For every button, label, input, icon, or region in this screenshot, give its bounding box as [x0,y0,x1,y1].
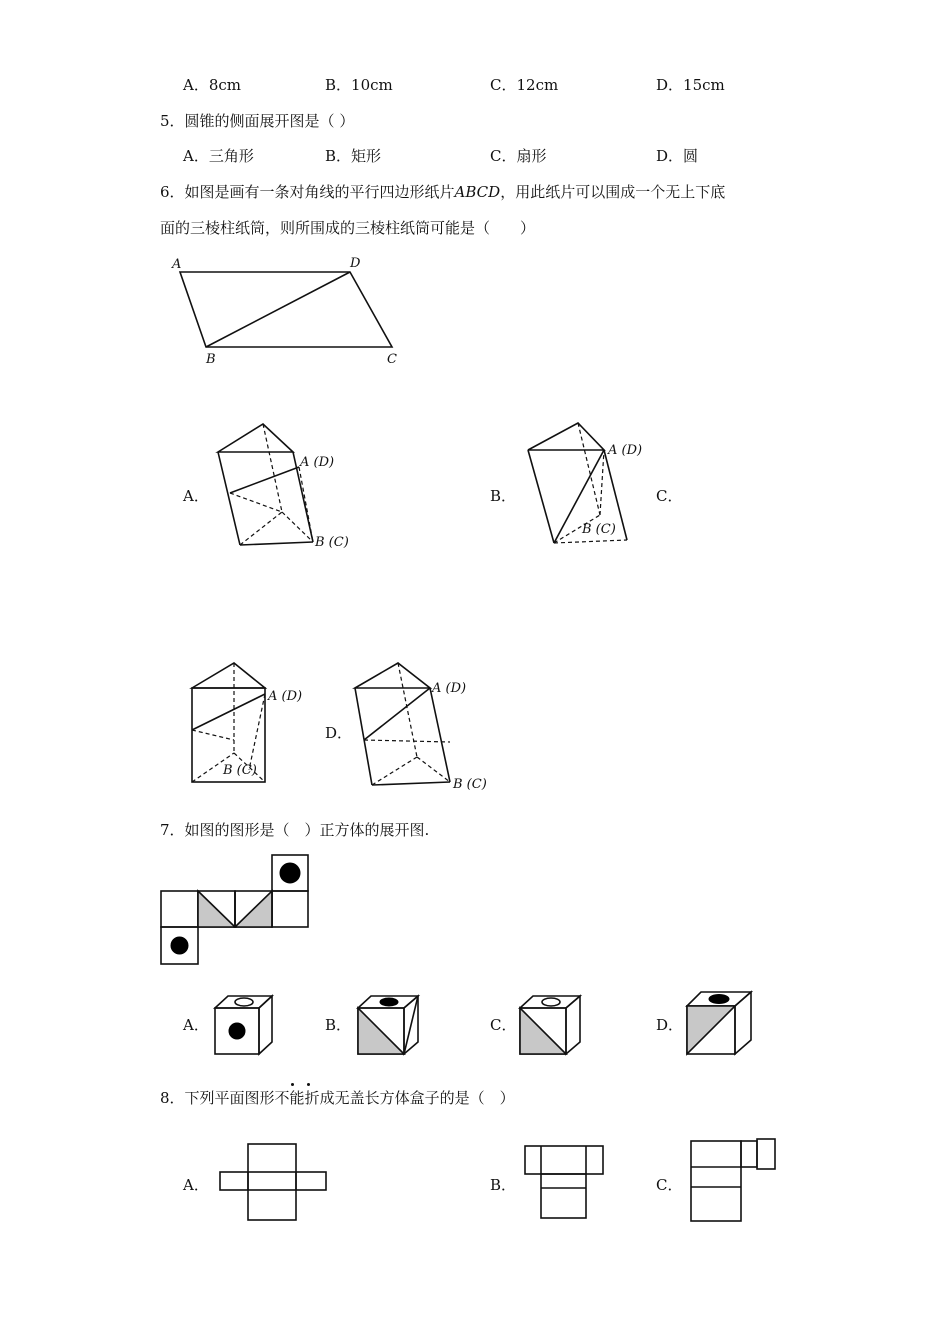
q4-option-d[interactable]: D．15cm [656,76,725,94]
q6-option-c-prism [185,660,315,790]
prism-diagonal [230,467,299,493]
q8-option-b-net [522,1142,606,1222]
prism-hidden-diagonal [192,730,234,740]
q6-option-d-label[interactable]: D． [325,724,353,742]
q5-option-c[interactable]: C．扇形 [490,147,547,165]
net-black-dot [280,863,300,883]
q8-option-a-label[interactable]: A． [183,1176,209,1194]
prism-edge [218,452,240,545]
q6-option-b-prism [520,420,670,560]
q7-option-b-cube [356,994,422,1058]
parallelogram-abcd [180,272,392,347]
net-hollow-circle [171,937,189,955]
prism-label-bc: B (C) [223,763,257,778]
prism-hidden-edge [240,512,282,545]
prism-label-ad: A (D) [432,681,467,696]
prism-hidden-diagonal [230,493,282,512]
prism-edge [240,542,313,545]
prism-edge [554,540,627,543]
q6-option-d-prism [350,660,500,800]
emphasis-dot [291,1083,294,1086]
net-shaded-triangle [198,891,235,927]
cube-black-dot [229,1023,245,1039]
net-square [272,891,308,927]
q7-option-c-cube [518,994,584,1058]
vertex-label-b: B [206,352,216,367]
q6-parallelogram-figure [170,252,410,370]
prism-top-face [218,424,293,452]
q8-option-b-label[interactable]: B． [490,1176,517,1194]
q8-option-c-label[interactable]: C． [656,1176,683,1194]
prism-hidden-edge [578,423,600,515]
cube-shaded-triangle [358,1008,404,1054]
cube-side [259,996,272,1054]
net-main-rect [691,1141,741,1221]
q8-option-a-net [218,1142,330,1224]
net-flap [757,1139,775,1169]
diagonal-bd [206,272,350,347]
q5-option-a[interactable]: A．三角形 [183,147,254,165]
vertex-label-c: C [387,352,397,367]
q8-option-c-net [689,1137,779,1223]
vertex-label-a: A [172,257,182,272]
cube-shaded-triangle [687,1006,735,1054]
prism-diagonal [192,694,265,730]
prism-hidden-diagonal [364,740,450,742]
q7-option-a-label[interactable]: A． [183,1016,209,1034]
cube-black-dot [380,998,398,1006]
prism-label-bc: B (C) [582,522,616,537]
emphasis-dot [307,1083,310,1086]
q6-option-c-label[interactable]: C． [656,487,683,505]
q6-option-a-label[interactable]: A． [183,487,209,505]
cube-side-diagonal [404,996,418,1054]
prism-edge [372,782,450,785]
q7-option-b-label[interactable]: B． [325,1016,352,1034]
net-shaded-triangle [235,891,272,927]
prism-hidden-diagonal [249,694,265,770]
prism-hidden-edge [263,424,282,512]
net-center-rect [248,1144,296,1220]
q7-option-d-cube [685,990,755,1058]
prism-label-ad: A (D) [268,689,303,704]
q7-option-c-label[interactable]: C． [490,1016,517,1034]
prism-label-ad: A (D) [300,455,335,470]
cube-shaded-triangle [520,1008,566,1054]
q7-option-a-cube [213,994,277,1058]
prism-top-face [355,663,430,688]
prism-edge [528,450,554,543]
prism-hidden-edge [600,450,604,515]
prism-label-bc: B (C) [453,777,487,792]
q7-cube-net [161,855,311,967]
q6-option-b-label[interactable]: B． [490,487,517,505]
net-square [161,891,198,927]
prism-top-face [192,663,265,688]
q5-stem: 5．圆锥的侧面展开图是（ ） [160,112,355,130]
net-lower-rect [541,1174,586,1218]
q4-option-b[interactable]: B．10cm [325,76,393,94]
cube-hollow-circle [235,998,253,1006]
q6-stem-line2: 面的三棱柱纸筒，则所围成的三棱柱纸筒可能是（ ） [160,219,536,237]
prism-hidden-edge [372,757,417,785]
prism-top-face [528,423,604,450]
prism-diagonal [364,688,430,740]
prism-hidden-diagonal [299,467,313,542]
q7-stem: 7．如图的图形是（ ）正方体的展开图. [160,821,430,839]
net-horizontal-strip [220,1172,326,1190]
q5-option-b[interactable]: B．矩形 [325,147,382,165]
q5-option-d[interactable]: D．圆 [656,147,699,165]
prism-label-ad: A (D) [608,443,643,458]
q4-option-a[interactable]: A．8cm [183,76,242,94]
net-top-strip [525,1146,603,1174]
q7-option-d-label[interactable]: D． [656,1016,684,1034]
q8-emphasis: 不能 [274,1089,305,1107]
q4-option-c[interactable]: C．12cm [490,76,559,94]
cube-hollow-circle [542,998,560,1006]
q6-stem-line1: 6．如图是画有一条对角线的平行四边形纸片ABCD，用此纸片可以围成一个无上下底 [160,183,726,201]
q8-stem: 8．下列平面图形不能折成无盖长方体盒子的是（ ） [160,1089,515,1107]
prism-label-bc: B (C) [315,535,349,550]
cube-black-dot [709,995,729,1004]
vertex-label-d: D [350,256,361,271]
cube-side [566,996,580,1054]
q6-option-a-prism [210,420,360,560]
prism-edge [430,688,450,782]
cube-side [735,992,751,1054]
net-flap [741,1141,757,1167]
